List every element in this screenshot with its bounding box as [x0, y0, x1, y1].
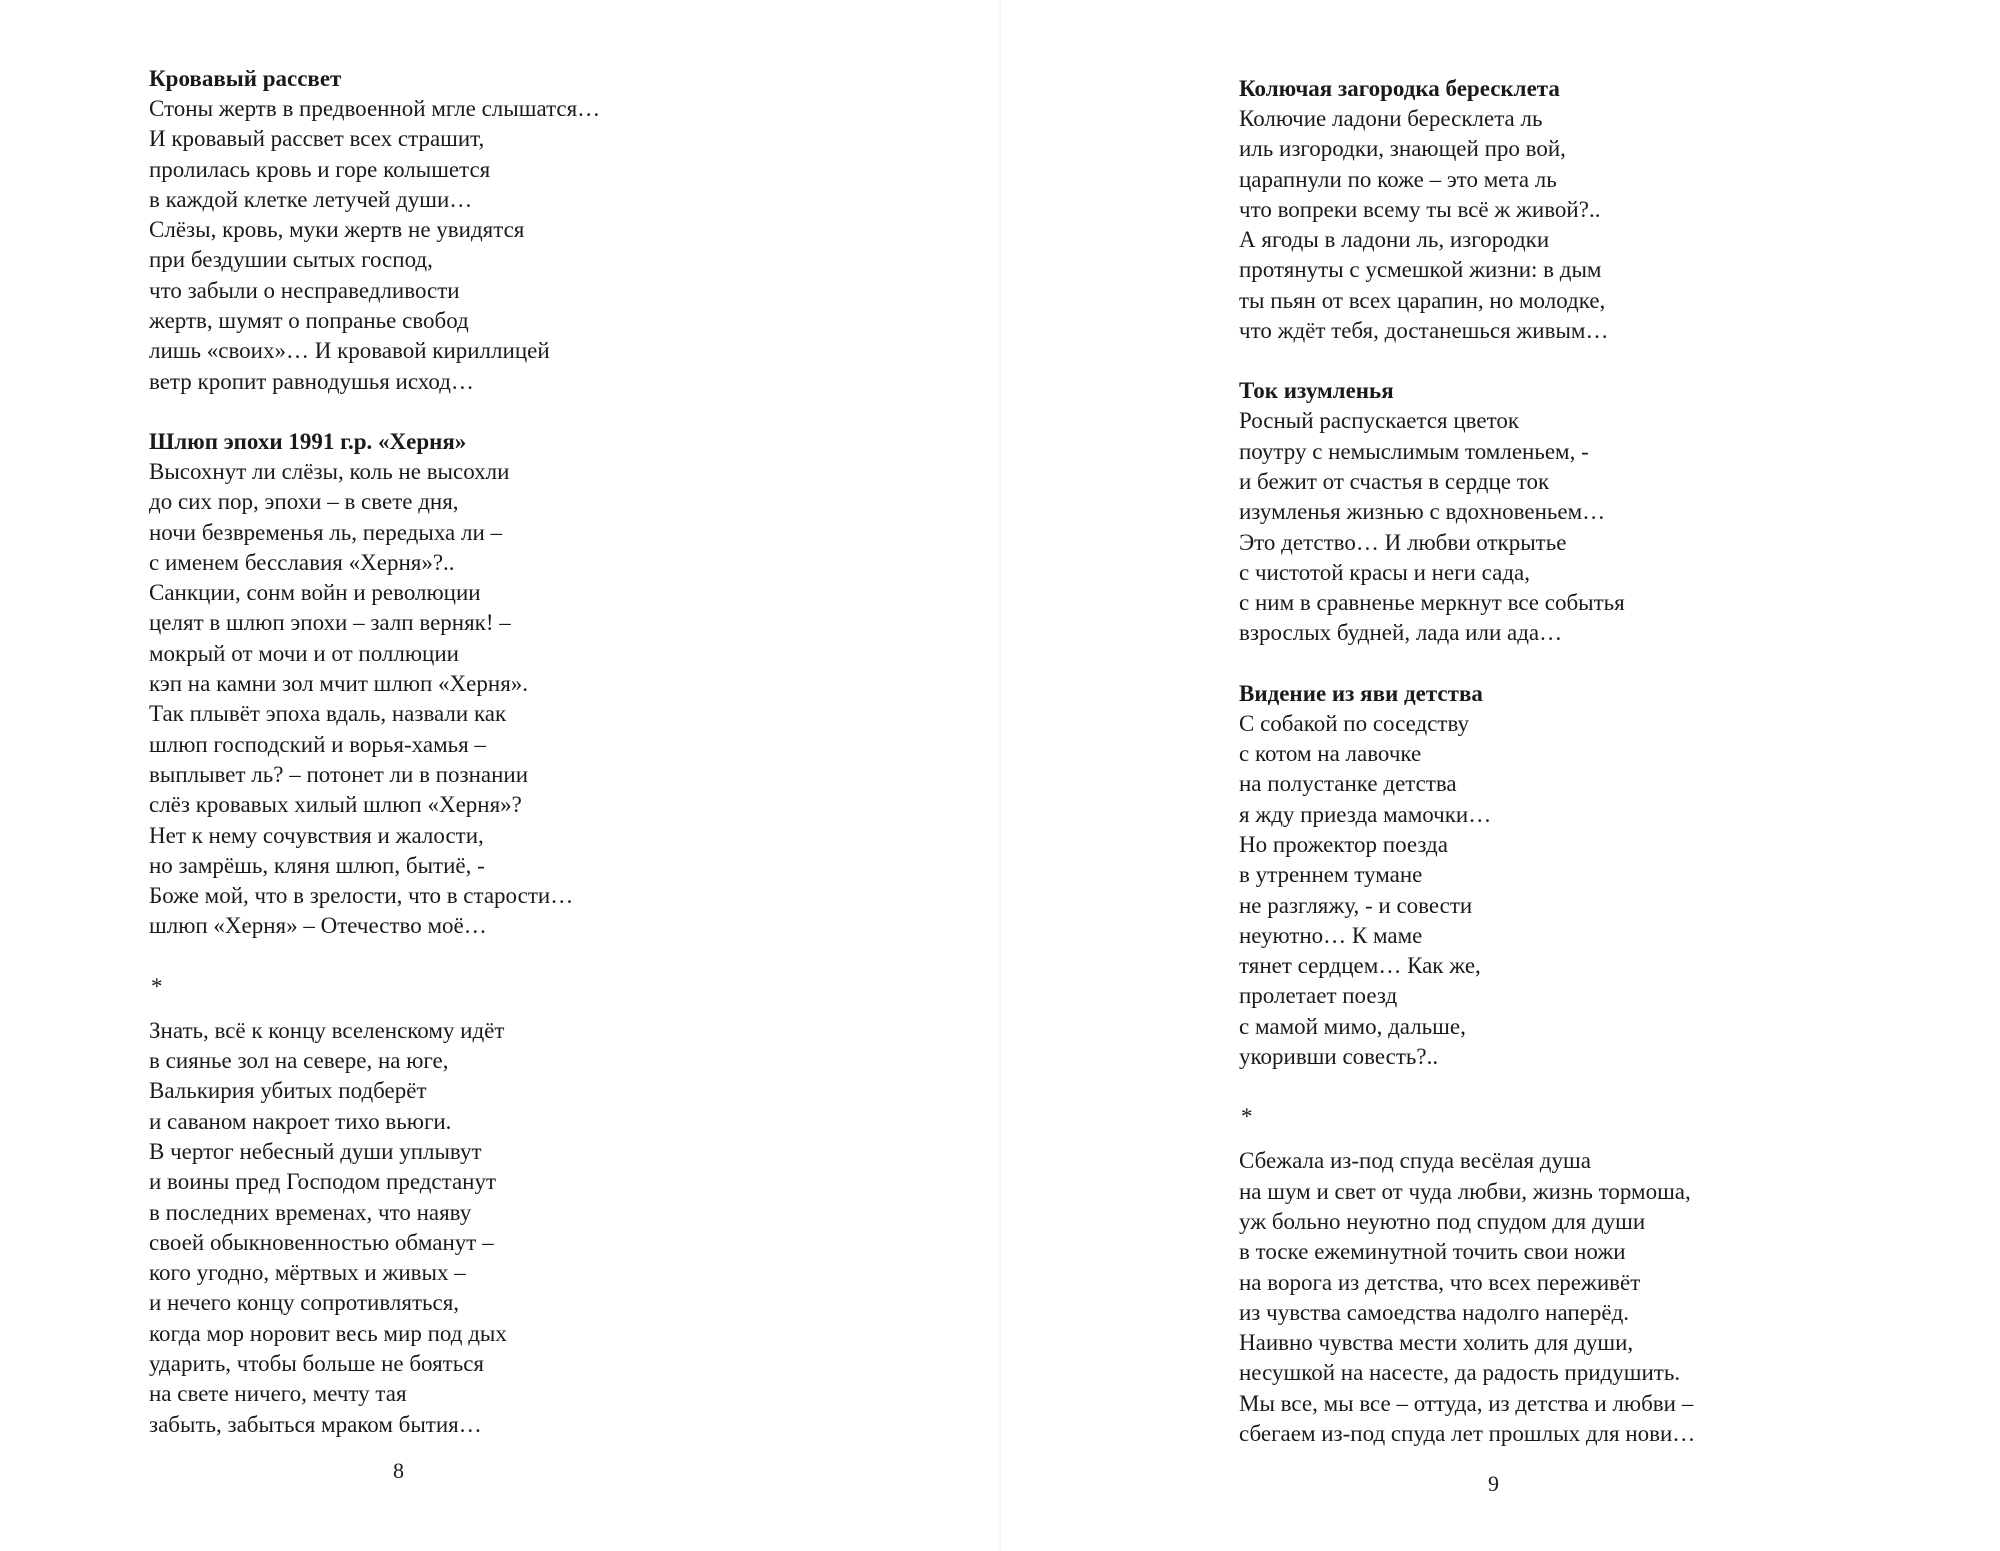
poem-line: А ягоды в ладони ль, изгородки	[1239, 227, 1550, 253]
poem-line: в каждой клетке летучей души…	[149, 186, 473, 212]
poem-line: неуютно… К маме	[1239, 922, 1423, 948]
poem-line: взрослых будней, лада или ада…	[1239, 620, 1563, 646]
stanza-gap	[149, 942, 600, 972]
poem-line: ты пьян от всех царапин, но молодке,	[1239, 287, 1606, 313]
poem-line: укоривши совесть?..	[1239, 1044, 1439, 1070]
poem-line: мокрый от мочи и от поллюции	[149, 640, 459, 666]
poem-line: Так плывёт эпоха вдаль, назвали как	[149, 701, 507, 727]
asterisk-title: *	[151, 973, 163, 999]
poem-line: что ждёт тебя, достанешься живым…	[1239, 318, 1609, 344]
poem-title: Колючая загородка бересклета	[1239, 76, 1560, 101]
poem-line: уж больно неуютно под спудом для души	[1239, 1208, 1646, 1234]
poem-untitled-cheerful-soul	[1239, 1102, 1695, 1449]
poem-line: с чистотой красы и неги сада,	[1239, 559, 1531, 585]
poem-line: на полустанке детства	[1239, 771, 1457, 797]
poem-line: Валькирия убитых подберёт	[149, 1078, 427, 1104]
poem-line: И кровавый рассвет всех страшит,	[149, 126, 485, 152]
poem-current-of-amazement	[1239, 376, 1695, 648]
poem-line: Колючие ладони бересклета ль	[1239, 106, 1543, 131]
poem-line: Но прожектор поезда	[1239, 831, 1448, 857]
poem-line: при бездушии сытых господ,	[149, 247, 433, 273]
poem-line: что забыли о несправедливости	[149, 277, 460, 303]
poem-line: протянуты с усмешкой жизни: в дым	[1239, 257, 1602, 283]
right-page	[1000, 0, 2000, 1551]
poem-line: ночи безвременья ль, передыха ли –	[149, 519, 503, 545]
poem-line: и воины пред Господом предстанут	[149, 1169, 497, 1195]
poem-line: и нечего концу сопротивляться,	[149, 1290, 460, 1316]
poem-line: Сбежала из-под спуда весёлая душа	[1239, 1148, 1591, 1174]
poem-line: на свете ничего, мечту тая	[149, 1381, 407, 1407]
poem-line: Росный распускается цветок	[1239, 408, 1520, 434]
poem-bloody-dawn	[149, 64, 600, 397]
poem-line: своей обыкновенностью обманут –	[149, 1229, 494, 1255]
poem-line: в утреннем тумане	[1239, 862, 1423, 888]
poem-line: и саваном накроет тихо вьюги.	[149, 1108, 452, 1134]
poem-line: кэп на камни зол мчит шлюп «Херня».	[149, 671, 529, 697]
poem-line: до сих пор, эпохи – в свете дня,	[149, 489, 459, 515]
poem-line: целят в шлюп эпохи – залп верняк! –	[149, 610, 511, 636]
poem-line: несушкой на насесте, да радость придушить.	[1239, 1360, 1681, 1386]
poem-line: в сиянье зол на севере, на юге,	[149, 1048, 449, 1074]
poem-line: поутру с немыслимым томленьем, -	[1239, 438, 1589, 464]
poem-line: изумленья жизнью с вдохновеньем…	[1239, 499, 1606, 525]
poem-line: Наивно чувства мести холить для души,	[1239, 1330, 1634, 1356]
poem-line: не разгляжу, - и совести	[1239, 892, 1473, 918]
poem-line: Высохнут ли слёзы, коль не высохли	[149, 458, 510, 484]
poem-line: и бежит от счастья в сердце ток	[1239, 468, 1550, 494]
poem-line: с именем бесславия «Херня»?..	[149, 549, 455, 575]
stanza-gap	[149, 1002, 600, 1016]
poem-line: Это детство… И любви открытье	[1239, 529, 1567, 555]
poem-line: слёз кровавых хилый шлюп «Херня»?	[149, 792, 522, 818]
poem-line: Санкции, сонм войн и революции	[149, 580, 481, 606]
page-number: 8	[393, 1458, 404, 1483]
right-page-text	[1239, 74, 1695, 1449]
poem-line: я жду приезда мамочки…	[1239, 801, 1492, 827]
poem-line: кого угодно, мёртвых и живых –	[149, 1260, 466, 1286]
page-number: 9	[1488, 1471, 1499, 1496]
poem-line: В чертог небесный души уплывут	[149, 1138, 482, 1164]
poem-line: ветр кропит равнодушья исход…	[149, 368, 474, 394]
poem-line: лишь «своих»… И кровавой кириллицей	[149, 338, 550, 364]
poem-line: пролилась кровь и горе колышется	[149, 156, 491, 182]
poem-vision-of-childhood	[1239, 679, 1695, 1073]
poem-line: на шум и свет от чуда любви, жизнь тормоша,	[1239, 1178, 1691, 1204]
poem-line: с котом на лавочке	[1239, 741, 1422, 767]
poem-line: Знать, всё к концу вселенскому идёт	[149, 1017, 505, 1043]
poem-line: С собакой по соседству	[1239, 710, 1470, 736]
poem-line: жертв, шумят о попранье свобод	[149, 308, 469, 334]
poem-line: шлюп «Херня» – Отечество моё…	[149, 913, 487, 939]
poem-line: из чувства самоедства надолго наперёд.	[1239, 1299, 1630, 1325]
poem-title: Видение из яви детства	[1239, 680, 1483, 706]
poem-line: когда мор норовит весь мир под дых	[149, 1320, 507, 1346]
poem-line: выплывет ль? – потонет ли в познании	[149, 761, 529, 787]
asterisk-title: *	[1241, 1104, 1253, 1130]
poem-title: Кровавый рассвет	[149, 66, 342, 91]
poem-line: иль изгородки, знающей про вой,	[1239, 136, 1566, 162]
stanza-gap	[1239, 346, 1695, 376]
poem-line: что вопреки всему ты всё ж живой?..	[1239, 196, 1601, 222]
poem-line: на ворога из детства, что всех переживёт	[1239, 1269, 1641, 1295]
poem-untitled-end-of-universe	[149, 972, 600, 1440]
poem-line: сбегаем из-под спуда лет прошлых для нови…	[1239, 1420, 1696, 1446]
poem-line: с мамой мимо, дальше,	[1239, 1013, 1466, 1039]
poem-line: царапнули по коже – это мета ль	[1239, 166, 1557, 192]
stanza-gap	[149, 397, 600, 427]
poem-line: ударить, чтобы больше не бояться	[149, 1350, 485, 1376]
poem-line: Нет к нему сочувствия и жалости,	[149, 822, 484, 848]
poem-title: Ток изумленья	[1239, 378, 1394, 404]
poem-title: Шлюп эпохи 1991 г.р. «Херня»	[149, 428, 467, 454]
poem-line: Мы все, мы все – оттуда, из детства и любви –	[1239, 1390, 1694, 1416]
left-page-text	[149, 64, 600, 1440]
poem-sloop-of-epoch	[149, 427, 600, 942]
poem-line: шлюп господский и ворья-хамья –	[149, 731, 486, 757]
poem-line: в последних временах, что наяву	[149, 1199, 472, 1225]
poem-line: Боже мой, что в зрелости, что в старости…	[149, 883, 574, 909]
poem-line: но замрёшь, кляня шлюп, бытиё, -	[149, 852, 485, 878]
poem-line: пролетает поезд	[1239, 983, 1398, 1009]
poem-line: тянет сердцем… Как же,	[1239, 953, 1481, 979]
poem-line: с ним в сравненье меркнут все событья	[1239, 590, 1625, 616]
stanza-gap	[1239, 1072, 1695, 1102]
poem-line: забыть, забыться мраком бытия…	[149, 1411, 482, 1437]
stanza-gap	[1239, 1132, 1695, 1146]
poem-line: Слёзы, кровь, муки жертв не увидятся	[149, 217, 525, 243]
poem-line: Стоны жертв в предвоенной мгле слышатся…	[149, 96, 601, 121]
poem-spindle-hedge	[1239, 74, 1695, 346]
stanza-gap	[1239, 649, 1695, 679]
poem-line: в тоске ежеминутной точить свои ножи	[1239, 1239, 1626, 1265]
